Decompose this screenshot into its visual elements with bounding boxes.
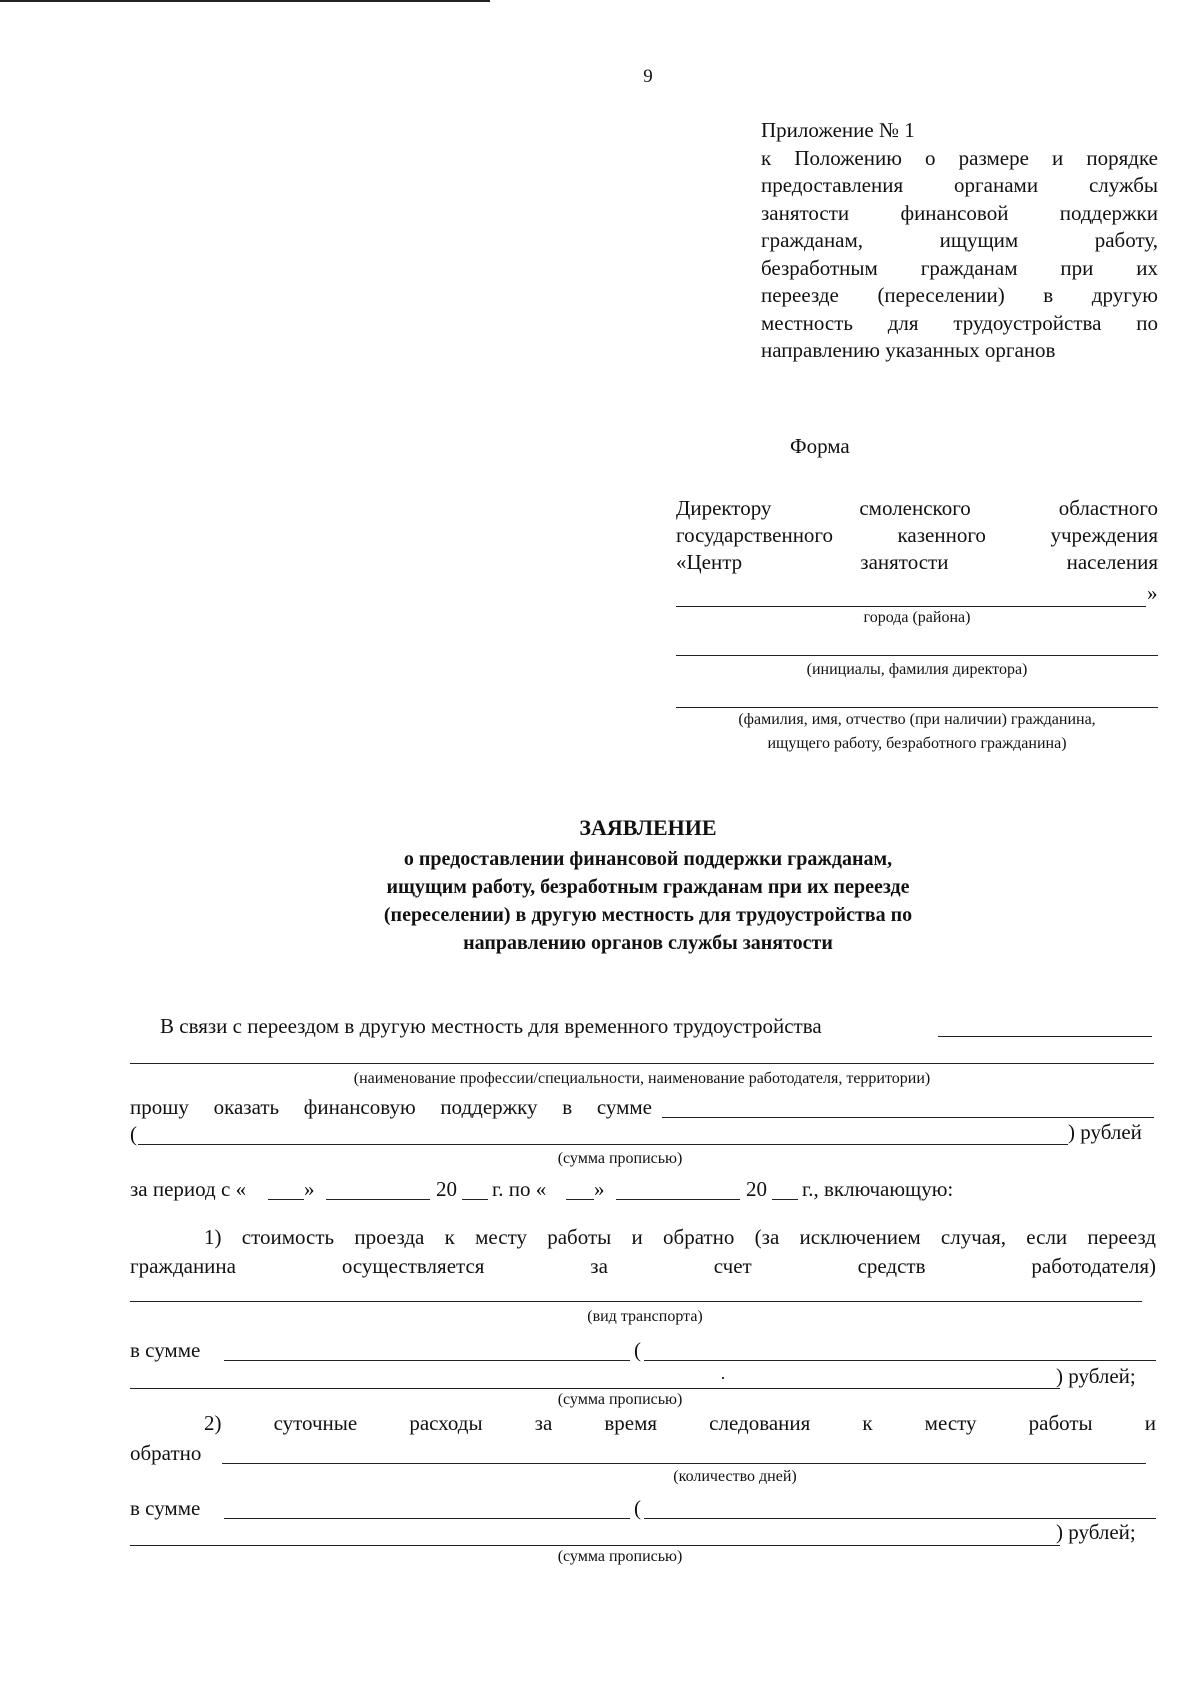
heading-line: ищущим работу, безработным гражданам при их переезде	[386, 876, 910, 898]
item1-sum-digits-blank[interactable]	[224, 1360, 630, 1361]
intro-blank[interactable]	[938, 1036, 1152, 1037]
scan-edge-line	[0, 0, 490, 2]
period-g-po: г. по «	[492, 1177, 547, 1201]
item1-sum-words-blank-1[interactable]	[644, 1360, 1156, 1361]
item1-line1: 1) стоимость проезда к месту работы и обратно (за исключением случая, если переезд	[204, 1225, 1156, 1249]
days-note: (количество дней)	[673, 1468, 797, 1485]
citizen-name-blank[interactable]	[676, 707, 1158, 708]
request-text: прошу оказать финансовую поддержку в сумме	[130, 1095, 652, 1119]
annex-line: направлению указанных органов	[761, 338, 1056, 362]
closing-quote: »	[1147, 581, 1158, 605]
sum-digits-blank[interactable]	[662, 1117, 1154, 1118]
item1-rubles-label: ) рублей;	[1056, 1364, 1136, 1388]
item2-open-paren: (	[634, 1496, 641, 1520]
annex-line: переезде (переселении) в другую	[761, 283, 1158, 307]
item1-sum-words-blank-2[interactable]	[130, 1388, 1060, 1389]
intro-text: В связи с переездом в другую местность для временного трудоустройства	[160, 1014, 822, 1038]
days-blank[interactable]	[222, 1463, 1146, 1464]
citizen-note-1: (фамилия, имя, отчество (при наличии) гражданина,	[738, 711, 1096, 728]
center-name-blank[interactable]	[676, 606, 1146, 607]
item2-back-label: обратно	[130, 1441, 202, 1465]
document-heading	[0, 815, 1200, 957]
profession-note: (наименование профессии/специальности, наименование работодателя, территории)	[353, 1070, 931, 1087]
addressee-line: «Центр занятости населения	[676, 550, 1158, 574]
annex-line: предоставления органами службы	[761, 173, 1158, 197]
annex-block	[761, 117, 1158, 365]
annex-title: Приложение № 1	[761, 118, 915, 142]
page-number: 9	[643, 66, 653, 87]
annex-line: безработным гражданам при их	[761, 255, 1158, 280]
sum-words-note: (сумма прописью)	[557, 1150, 683, 1167]
heading-line: направлению органов службы занятости	[463, 932, 833, 954]
transport-note: (вид транспорта)	[587, 1308, 703, 1325]
addressee-block	[676, 495, 1158, 576]
annex-line: гражданам, ищущим работу,	[761, 228, 1158, 252]
annex-line: местность для трудоустройства по	[761, 310, 1158, 335]
item1-line2: гражданина осуществляется за счет средств работодателя)	[130, 1254, 1156, 1278]
stray-dot	[722, 1377, 724, 1379]
transport-blank[interactable]	[130, 1301, 1142, 1302]
item2-sum-digits-blank[interactable]	[224, 1518, 630, 1519]
director-note: (инициалы, фамилия директора)	[806, 661, 1028, 678]
period-quote-2: »	[594, 1177, 605, 1201]
period-month-from-blank[interactable]	[326, 1199, 430, 1200]
item1-sum-words-note: (сумма прописью)	[557, 1391, 683, 1408]
period-year-1: 20	[436, 1177, 457, 1201]
item2-sum-words-blank-1[interactable]	[644, 1518, 1156, 1519]
in-sum-label: в сумме	[130, 1338, 201, 1362]
addressee-line: Директору смоленского областного	[676, 496, 1158, 520]
rubles-label: ) рублей	[1068, 1120, 1142, 1144]
form-label: Форма	[790, 434, 850, 458]
heading-line: о предоставлении финансовой поддержки гражданам,	[403, 848, 893, 870]
director-name-blank[interactable]	[676, 655, 1158, 656]
heading-title: ЗАЯВЛЕНИЕ	[579, 815, 717, 840]
city-note: города (района)	[863, 609, 971, 626]
period-quote-1: »	[304, 1177, 315, 1201]
addressee-line: государственного казенного учреждения	[676, 523, 1158, 547]
item2-in-sum-label: в сумме	[130, 1496, 201, 1520]
item2-line1: 2) суточные расходы за время следования к месту работы и	[204, 1411, 1156, 1435]
period-year-2: 20	[746, 1177, 767, 1201]
item1-open-paren: (	[634, 1338, 641, 1362]
annex-line: занятости финансовой поддержки	[761, 200, 1158, 225]
period-year-to-blank[interactable]	[772, 1199, 798, 1200]
sum-words-blank[interactable]	[138, 1144, 1068, 1145]
period-day-to-blank[interactable]	[566, 1199, 594, 1200]
period-month-to-blank[interactable]	[616, 1199, 740, 1200]
period-from: за период с «	[130, 1177, 247, 1201]
item2-rubles-label: ) рублей;	[1056, 1520, 1136, 1544]
open-paren: (	[130, 1122, 137, 1146]
item2-sum-words-note: (сумма прописью)	[557, 1548, 683, 1565]
period-including: г., включающую:	[802, 1177, 954, 1201]
profession-blank[interactable]	[130, 1063, 1154, 1064]
citizen-note-2: ищущего работу, безработного гражданина)	[767, 735, 1067, 752]
annex-line: к Положению о размере и порядке	[761, 145, 1158, 170]
period-day-from-blank[interactable]	[268, 1199, 304, 1200]
item2-sum-words-blank-2[interactable]	[130, 1545, 1060, 1546]
heading-line: (переселении) в другую местность для трудоустройства по	[383, 904, 913, 926]
period-year-from-blank[interactable]	[462, 1199, 488, 1200]
